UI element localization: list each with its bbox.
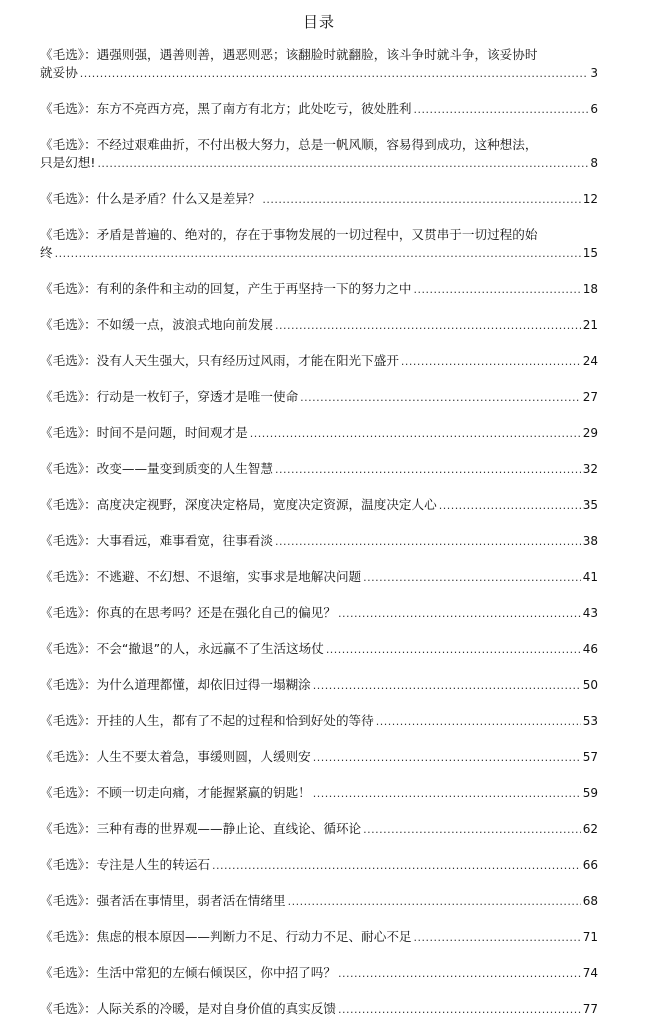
toc-page-number: 32: [582, 462, 598, 476]
leader-dots: [55, 245, 581, 263]
entry-spacer: [40, 442, 598, 460]
toc-entry[interactable]: [40, 640, 598, 658]
leader-dots: [262, 191, 580, 209]
entry-spacer: [40, 946, 598, 964]
toc-entry[interactable]: [40, 226, 598, 262]
toc-entry-text: 《毛选》：不会“撤退”的人，永远赢不了生活这场仗: [40, 641, 324, 656]
leader-dots: [97, 155, 588, 173]
toc-entry-text: 《毛选》：行动是一枚钉子，穿透才是唯一使命: [40, 389, 299, 404]
toc-entry-text: 《毛选》：开挂的人生，都有了不起的过程和恰到好处的等待: [40, 713, 374, 728]
entry-spacer: [40, 334, 598, 352]
toc-entry-text: 《毛选》：生活中常犯的左倾右倾误区，你中招了吗？: [40, 965, 336, 980]
toc-entry-text: 《毛选》：没有人天生强大，只有经历过风雨，才能在阳光下盛开: [40, 353, 399, 368]
toc-page-number: 71: [582, 930, 598, 944]
leader-dots: [338, 605, 581, 623]
entry-spacer: [40, 370, 598, 388]
entry-spacer: [40, 802, 598, 820]
toc-entry[interactable]: [40, 604, 598, 622]
toc-entry-text: 《毛选》：人际关系的冷暖，是对自身价值的真实反馈: [40, 1001, 336, 1016]
entry-spacer: [40, 766, 598, 784]
toc-entry[interactable]: [40, 424, 598, 442]
leader-dots: [401, 353, 581, 371]
toc-entry[interactable]: [40, 928, 598, 946]
toc-entry-text: 《毛选》：高度决定视野，深度决定格局，宽度决定资源，温度决定人心: [40, 497, 437, 512]
toc-page-number: 50: [582, 678, 598, 692]
leader-dots: [313, 785, 581, 803]
toc-page-number: 59: [582, 786, 598, 800]
leader-dots: [338, 1001, 581, 1019]
toc-page-number: 41: [582, 570, 598, 584]
toc-page-number: 38: [582, 534, 598, 548]
leader-dots: [212, 857, 581, 875]
leader-dots: [439, 497, 581, 515]
entry-spacer: [40, 586, 598, 604]
toc-entry-text: 终: [40, 245, 53, 260]
entry-spacer: [40, 874, 598, 892]
toc-entry-text: 《毛选》：你真的在思考吗？还是在强化自己的偏见？: [40, 605, 336, 620]
toc-page-number: 3: [590, 66, 598, 80]
toc-entry[interactable]: [40, 100, 598, 118]
toc-entry-text: 《毛选》：改变——量变到质变的人生智慧: [40, 461, 273, 476]
toc-page-number: 77: [582, 1002, 598, 1016]
entry-spacer: [40, 118, 598, 136]
toc-page-number: 27: [582, 390, 598, 404]
toc-page-number: 68: [582, 894, 598, 908]
toc-page-number: 46: [582, 642, 598, 656]
toc-entry-text: 《毛选》：有利的条件和主动的回复，产生于再坚持一下的努力之中: [40, 281, 412, 296]
toc-entry[interactable]: [40, 46, 598, 82]
toc-entry-text: 《毛选》：强者活在事情里，弱者活在情绪里: [40, 893, 286, 908]
leader-dots: [288, 893, 581, 911]
entry-spacer: [40, 172, 598, 190]
toc-entry-text: 《毛选》：时间不是问题，时间观才是: [40, 425, 248, 440]
toc-entry[interactable]: [40, 280, 598, 298]
leader-dots: [313, 677, 581, 695]
toc-entry-text: 就妥协: [40, 65, 78, 80]
toc-entry[interactable]: [40, 136, 598, 172]
leader-dots: [80, 65, 589, 83]
entry-spacer: [40, 982, 598, 1000]
leader-dots: [414, 281, 581, 299]
toc-entry-text: 《毛选》：不顾一切走向痛，才能握紧赢的钥匙！: [40, 785, 311, 800]
toc-entry-text: 《毛选》：什么是矛盾？什么又是差异？: [40, 191, 261, 206]
toc-entry-text-line1: 《毛选》：矛盾是普遍的、绝对的，存在于事物发展的一切过程中，又贯串于一切过程的始: [40, 227, 538, 242]
toc-entry-text: 只是幻想!: [40, 155, 96, 170]
toc-entry-text-line1: 《毛选》：不经过艰难曲折，不付出极大努力，总是一帆风顺，容易得到成功，这种想法，: [40, 137, 538, 152]
toc-page-number: 8: [590, 156, 598, 170]
toc-page-number: 12: [582, 192, 598, 206]
entry-spacer: [40, 514, 598, 532]
entry-spacer: [40, 910, 598, 928]
toc-page-number: 21: [582, 318, 598, 332]
toc-entry[interactable]: [40, 712, 598, 730]
toc-page-number: 15: [582, 246, 598, 260]
leader-dots: [250, 425, 581, 443]
toc-page-number: 43: [582, 606, 598, 620]
leader-dots: [313, 749, 581, 767]
toc-page-number: 29: [582, 426, 598, 440]
leader-dots: [363, 569, 581, 587]
entry-spacer: [40, 298, 598, 316]
toc-page-number: 18: [582, 282, 598, 296]
toc-entry-text: 《毛选》：三种有毒的世界观——静止论、直线论、循环论: [40, 821, 362, 836]
entry-spacer: [40, 658, 598, 676]
toc-entry[interactable]: [40, 784, 598, 802]
leader-dots: [363, 821, 581, 839]
leader-dots: [275, 533, 581, 551]
entry-spacer: [40, 730, 598, 748]
toc-page-number: 62: [582, 822, 598, 836]
entry-spacer: [40, 550, 598, 568]
leader-dots: [275, 461, 581, 479]
toc-page-number: 74: [582, 966, 598, 980]
toc-entry[interactable]: [40, 352, 598, 370]
toc-page-number: 53: [582, 714, 598, 728]
leader-dots: [414, 101, 589, 119]
toc-entry[interactable]: [40, 856, 598, 874]
toc-entry-text: 《毛选》：不如缓一点，波浪式地向前发展: [40, 317, 273, 332]
toc-entry[interactable]: [40, 190, 598, 208]
toc-entry-text: 《毛选》：不逃避、不幻想、不退缩，实事求是地解决问题: [40, 569, 362, 584]
entry-spacer: [40, 478, 598, 496]
toc-entry[interactable]: [40, 316, 598, 334]
entry-spacer: [40, 694, 598, 712]
toc-entry[interactable]: [40, 820, 598, 838]
toc-entry-text: 《毛选》：焦虑的根本原因——判断力不足、行动力不足、耐心不足: [40, 929, 412, 944]
entry-spacer: [40, 208, 598, 226]
entry-spacer: [40, 262, 598, 280]
toc-entry[interactable]: [40, 460, 598, 478]
entry-spacer: [40, 82, 598, 100]
toc-entry[interactable]: [40, 748, 598, 766]
toc-entry-text: 《毛选》：为什么道理都懂，却依旧过得一塌糊涂: [40, 677, 311, 692]
toc-page-number: 35: [582, 498, 598, 512]
toc-entry[interactable]: [40, 496, 598, 514]
leader-dots: [376, 713, 581, 731]
toc-entry-text: 《毛选》：东方不亮西方亮，黑了南方有北方；此处吃亏，彼处胜利: [40, 101, 412, 116]
toc-entry[interactable]: [40, 892, 598, 910]
toc-entry[interactable]: [40, 676, 598, 694]
leader-dots: [338, 965, 581, 983]
toc-entry-text: 《毛选》：人生不要太着急，事缓则圆，人缓则安: [40, 749, 311, 764]
toc-page-number: 57: [582, 750, 598, 764]
toc-page-number: 6: [590, 102, 598, 116]
toc-list: [40, 46, 598, 1018]
toc-entry-text-line1: 《毛选》：遇强则强，遇善则善，遇恶则恶；该翻脸时就翻脸，该斗争时就斗争，该妥协时: [40, 47, 538, 62]
entry-spacer: [40, 838, 598, 856]
toc-entry-text: 《毛选》：专注是人生的转运石: [40, 857, 211, 872]
leader-dots: [414, 929, 581, 947]
leader-dots: [300, 389, 581, 407]
entry-spacer: [40, 622, 598, 640]
toc-entry[interactable]: [40, 1000, 598, 1018]
toc-entry[interactable]: [40, 568, 598, 586]
toc-entry[interactable]: [40, 532, 598, 550]
toc-entry-text: 《毛选》：大事看远，难事看宽，往事看淡: [40, 533, 273, 548]
toc-page-number: 24: [582, 354, 598, 368]
toc-entry[interactable]: [40, 388, 598, 406]
leader-dots: [275, 317, 581, 335]
toc-page-number: 66: [582, 858, 598, 872]
toc-title: 目录: [302, 13, 335, 31]
leader-dots: [326, 641, 581, 659]
toc-entry[interactable]: [40, 964, 598, 982]
entry-spacer: [40, 406, 598, 424]
